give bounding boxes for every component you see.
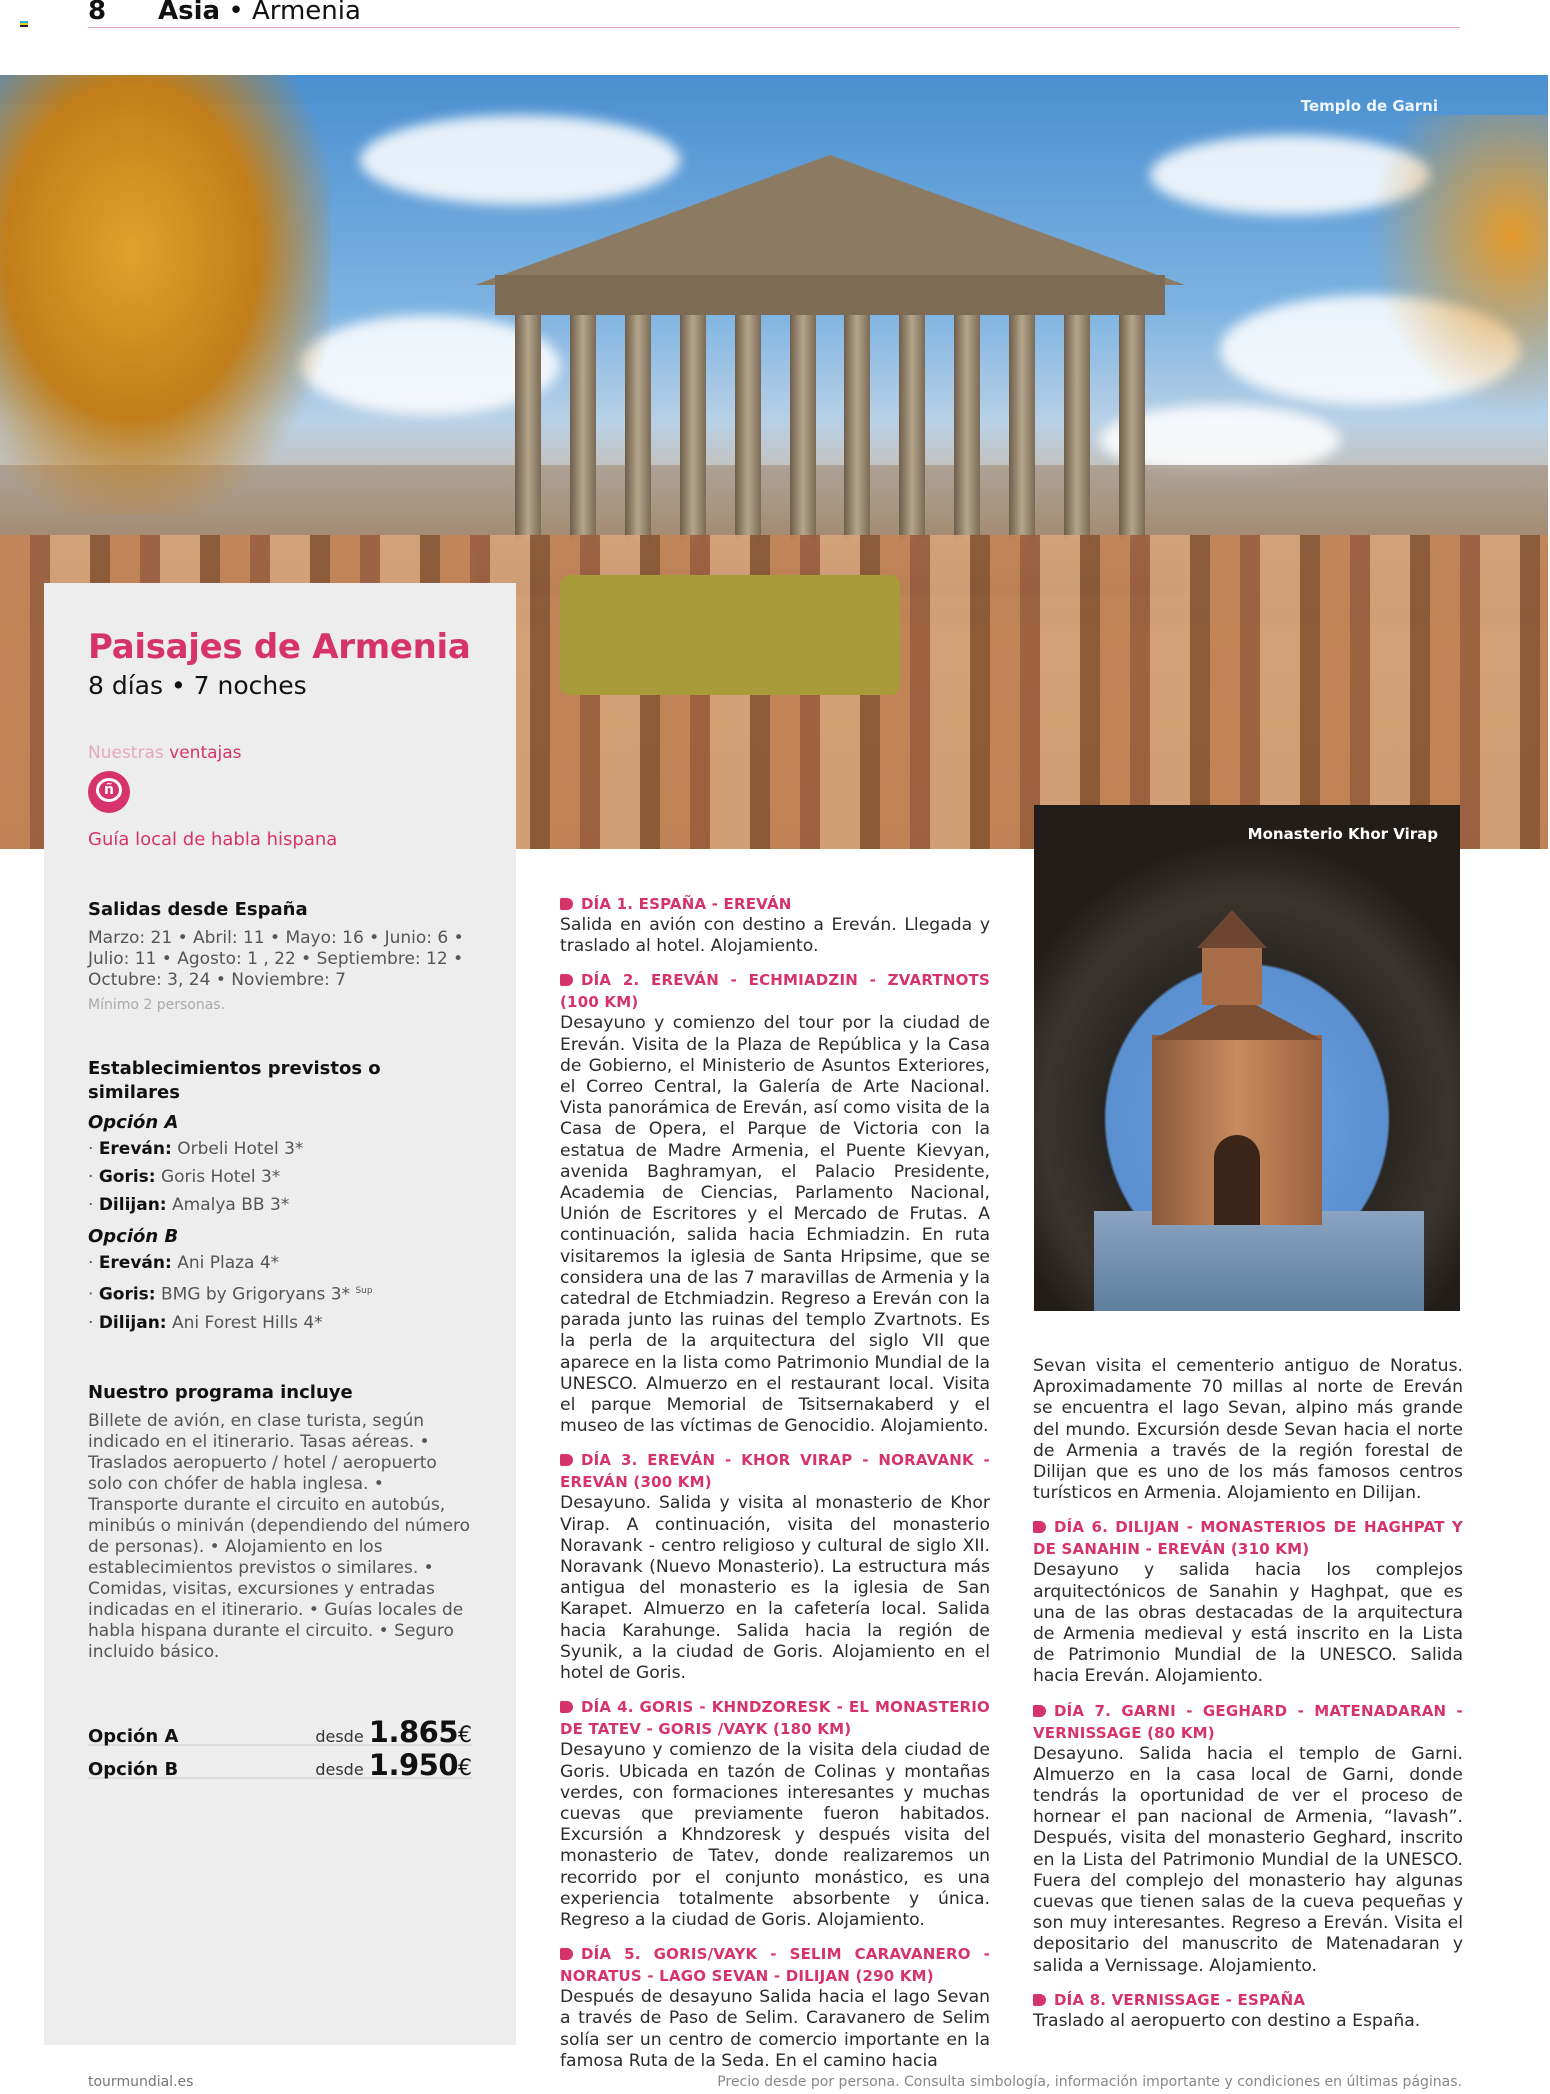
hotel-option-b-heading: Opción B <box>88 1226 179 1247</box>
hotel-item: · Ereván: Ani Plaza 4* <box>88 1253 280 1273</box>
price-row-option-b: Opción B desde 1.950€ <box>88 1747 472 1782</box>
price-amount: 1.865 <box>368 1714 458 1749</box>
region-label: Asia <box>158 0 221 26</box>
hotel-item: · Goris: Goris Hotel 3* <box>88 1167 281 1187</box>
itinerary-column-middle <box>560 893 990 2072</box>
page-header <box>88 0 1460 28</box>
includes-heading: Nuestro programa incluye <box>88 1381 353 1403</box>
day-heading: DÍA 4. GORIS - KHNDZORESK - EL MONASTERIO DE TATEV - GORIS /VAYK (180 KM) <box>560 1698 990 1739</box>
trip-duration: 8 días • 7 noches <box>88 671 307 700</box>
advantage-text: Guía local de habla hispana <box>88 829 338 850</box>
day-marker-icon <box>560 1948 573 1960</box>
price-table <box>88 1713 472 1782</box>
garni-temple <box>475 155 1185 595</box>
country-label: Armenia <box>251 0 361 26</box>
minimum-people-note: Mínimo 2 personas. <box>88 997 226 1013</box>
day-marker-icon <box>560 1454 573 1466</box>
section-title <box>158 0 361 24</box>
price-amount: 1.950 <box>368 1747 458 1782</box>
hotel-item: · Dilijan: Amalya BB 3* <box>88 1195 290 1215</box>
speech-bubble-icon: ñ <box>96 778 122 802</box>
day-heading: DÍA 3. EREVÁN - KHOR VIRAP - NORAVANK - EREVÁN (300 KM) <box>560 1451 990 1492</box>
trip-title: Paisajes de Armenia <box>88 627 471 667</box>
day-heading: DÍA 8. VERNISSAGE - ESPAÑA <box>1033 1989 1463 2011</box>
trip-info-card <box>44 583 516 2045</box>
day-text: Desayuno y comienzo de la visita dela ciudad de Goris. Ubicada en tazón de Colinas y montañas verdes, con formaciones interesantes y muchas cuevas que previamente fueron habitados. Excursión a Khndzoresk y después visita del monasterio de Tatev, donde realizaremos un recorrido por el conjunto monástico, es una experiencia totalmente absorbente y única. Regreso a la ciudad de Goris. Alojamiento. <box>560 1740 990 1930</box>
hotel-item: · Ereván: Orbeli Hotel 3* <box>88 1139 304 1159</box>
day-heading: DÍA 1. ESPAÑA - EREVÁN <box>560 893 990 915</box>
day-text: Después de desayuno Salida hacia el lago Sevan a través de Paso de Selim. Caravanero de Selim solía ser un centro de comercio importante en la famosa Ruta de la Seda. En el camino hacia <box>560 1987 990 2071</box>
day-text: Traslado al aeropuerto con destino a España. <box>1033 2010 1421 2031</box>
autumn-tree-right <box>1368 115 1548 415</box>
page-number: 8 <box>88 0 107 26</box>
price-row-option-a: Opción A desde 1.865€ <box>88 1714 472 1749</box>
photo-khor-virap-monastery <box>1034 805 1460 1311</box>
day-text: Desayuno. Salida y visita al monasterio de Khor Virap. A continuación, visita del monasterio Noravank - centro religioso y cultural de siglo XII. Noravank (Nuevo Monasterio). La estructura más antigua del monasterio es la iglesia de San Karapet. Almuerzo en la cafetería local. Salida hacia Karahunge. Salida hacia la región de Syunik, a la ciudad de Goris. Alojamiento en el hotel de Goris. <box>560 1493 990 1684</box>
day-text: Desayuno y comienzo del tour por la ciudad de Ereván. Visita de la Plaza de República y la Casa de Gobierno, el Ministerio de Asuntos Exteriores, el Correo Central, la Galería de Arte Nacional. Vista panorámica de Ereván, así como visita de la Casa de Opera, el Parque de Victoria con la estatua de Madre Armenia, el Puente Kievyan, avenida Baghramyan, el Palacio Presidente, Academia de Ciencias, Parlamento Nacional, Unión de Escritores y el Mercado de Frutas. A continuación, salida hacia Echmiadzin. En ruta visitaremos la iglesia de Santa Hripsime, que se considera una de las 7 maravillas de Armenia y la catedral de Etchmiadzin. Regreso a Ereván con la parada junto las ruinas del templo Zvartnots. Es la perla de la arquitectura del siglo VII que aparece en la lista como Patrimonio Mundial de la UNESCO. Almuerzo en el restaurant local. Visita el parque Memorial de Tsitsernakaberd y el museo de las víctimas de Genocidio. Alojamiento. <box>560 1013 990 1437</box>
superior-tag: Sup <box>355 1286 373 1296</box>
day-text: Desayuno y salida hacia los complejos arquitectónicos de Sanahin y Haghpat, que es una de las obras destacadas de la arquitectura de Armenia medieval y está inscrito en la Lista de Patrimonio Mundial de la UNESCO. Salida hacia Ereván. Alojamiento. <box>1033 1560 1463 1687</box>
photo-caption: Monasterio Khor Virap <box>1247 825 1438 843</box>
departures-heading: Salidas desde España <box>88 899 308 920</box>
day-heading: DÍA 5. GORIS/VAYK - SELIM CARAVANERO - NORATUS - LAGO SEVAN - DILIJAN (290 KM) <box>560 1945 990 1986</box>
hotel-option-a-heading: Opción A <box>88 1112 179 1133</box>
monastery-church <box>1142 925 1332 1225</box>
hotels-heading: Establecimientos previstos o similares <box>88 1058 381 1103</box>
itinerary-column-right <box>1033 1356 1463 2032</box>
day-text: Salida en avión con destino a Ereván. Llegada y traslado al hotel. Alojamiento. <box>560 915 990 957</box>
day-marker-icon <box>1033 1705 1046 1717</box>
hotel-item: · Dilijan: Ani Forest Hills 4* <box>88 1312 323 1333</box>
day-text: Desayuno. Salida hacia el templo de Garni. Almuerzo en la casa local de Garni, donde tendrás la oportunidad de ver el proceso de hornear el pan nacional de Armenia, “lavash”. Después, visita del monasterio Geghard, inscrito en la Lista del Patrimonio Mundial de la UNESCO. Fuera del complejo del monasterio hay algunas cuevas que tienen salas de la cueva pequeñas y son muy interesantes. Regreso a Ereván. Visita el depositario del manuscrito de Matenadaran y salida a Vernissage. Alojamiento. <box>1033 1743 1463 1976</box>
hero-photo-caption: Templo de Garni <box>1300 97 1438 115</box>
autumn-tree-left <box>0 75 330 515</box>
spanish-speaking-guide-icon <box>88 771 130 813</box>
includes-text: Billete de avión, en clase turista, según indicado en el itinerario. Tasas aéreas. • Traslados aeropuerto / hotel / aeropuerto solo con chófer de habla inglesa. • Transporte durante el circuito en autobús, minibús o miniván (dependiendo del número de personas). • Alojamiento en los establecimientos previstos o similares. • Comidas, visitas, excursiones y entradas indicadas en el itinerario. • Guías locales de habla hispana durante el circuito. • Seguro incluido básico. <box>88 1410 471 1662</box>
departure-dates: Marzo: 21 • Abril: 11 • Mayo: 16 • Junio: 6 • Julio: 11 • Agosto: 1 , 22 • Septiembre: 12 • Octubre: 3, 24 • Noviembre: 7 <box>88 928 464 990</box>
hotel-item: · Goris: BMG by Grigoryans 3* $^{Sup}$ <box>88 1284 373 1305</box>
title-separator: • <box>228 0 244 26</box>
day-marker-icon <box>1033 1994 1046 2006</box>
day-heading: DÍA 2. EREVÁN - ECHMIADZIN - ZVARTNOTS (100 KM) <box>560 971 990 1012</box>
advantages-label: Nuestras ventajas <box>88 743 242 763</box>
print-registration-mark <box>20 21 28 27</box>
day-text-continued: Sevan visita el cementerio antiguo de Noratus. Aproximadamente 70 millas al norte de Ereván se encuentra el lago Sevan, alpino más grande del mundo. Excursión desde Sevan hacia el norte de Armenia a través de la región forestal de Dilijan que es uno de los más famosos centros turísticos en Armenia. Alojamiento en Dilijan. <box>1033 1356 1463 1504</box>
day-marker-icon <box>1033 1521 1046 1533</box>
day-heading: DÍA 7. GARNI - GEGHARD - MATENADARAN - VERNISSAGE (80 KM) <box>1033 1701 1463 1742</box>
day-marker-icon <box>560 898 573 910</box>
day-marker-icon <box>560 974 573 986</box>
footer-website-link[interactable]: tourmundial.es <box>88 2074 194 2090</box>
footer-disclaimer: Precio desde por persona. Consulta simbología, información importante y condiciones en últimas páginas. <box>717 2074 1462 2090</box>
day-heading: DÍA 6. DILIJAN - MONASTERIOS DE HAGHPAT Y DE SANAHIN - EREVÁN (310 KM) <box>1033 1518 1463 1559</box>
day-marker-icon <box>560 1701 573 1713</box>
